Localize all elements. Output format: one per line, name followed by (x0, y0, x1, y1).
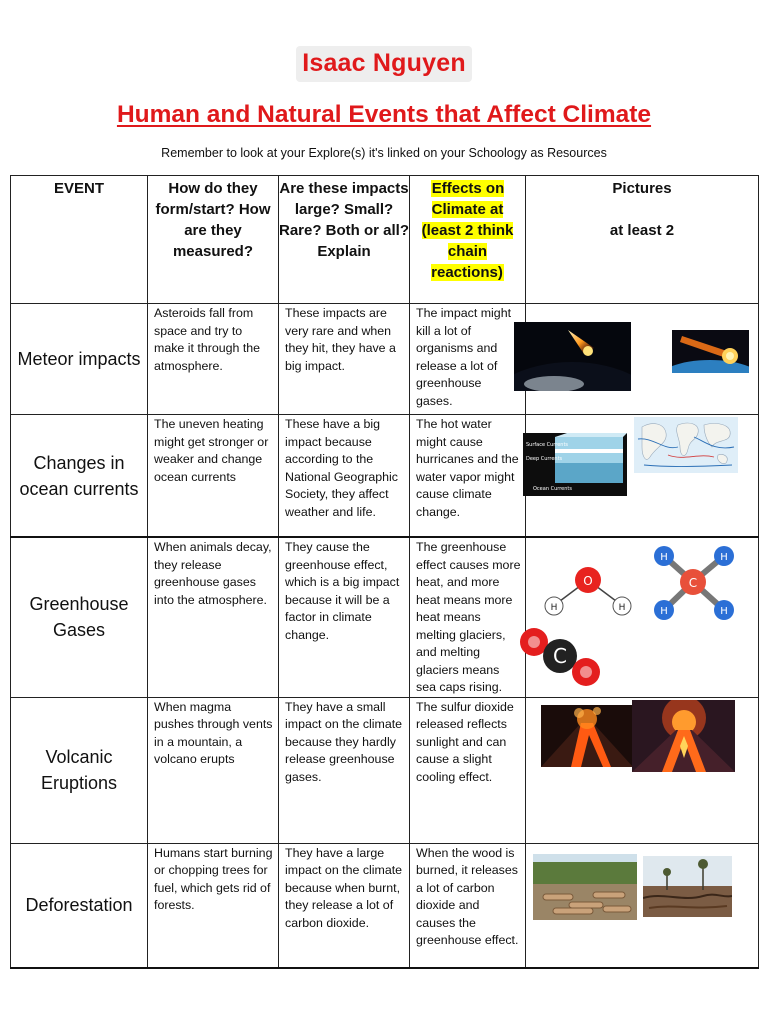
co2-molecule-image (516, 620, 608, 692)
formation-cell: Asteroids fall from space and try to make it through the atmosphere. (148, 304, 279, 415)
effects-cell: The hot water might cause hurricanes and the water vapor might cause climate change. (410, 415, 526, 538)
table-row (11, 304, 759, 415)
instructions-text: Remember to look at your Explore(s) it's linked on your Schoology as Resources (161, 146, 607, 160)
volcano-image-1 (541, 705, 633, 767)
meteor-fire-image (672, 330, 749, 373)
event-name: Greenhouse Gases (11, 537, 148, 697)
formation-cell: When animals decay, they release greenhouse gases into the atmosphere. (148, 537, 279, 697)
col-header-event: EVENT (11, 176, 148, 304)
effects-header-highlight: Effects on Climate at (least 2 think chain reactions) (421, 180, 514, 281)
effects-cell: The impact might kill a lot of organisms and release a lot of greenhouse gases. (410, 304, 526, 415)
pictures-cell (526, 697, 759, 843)
meteor-earth-image (514, 322, 631, 391)
diagram-label-ocean: Ocean Currents (533, 486, 572, 492)
climate-events-table (10, 175, 759, 969)
water-label-hydrogen-right: H (618, 603, 626, 613)
formation-cell: Humans start burning or chopping trees for fuel, which gets rid of forests. (148, 843, 279, 968)
pictures-header-line1: Pictures (612, 180, 672, 197)
water-label-oxygen: O (583, 574, 593, 588)
impact-size-cell: They cause the greenhouse effect, which is a big impact because it will be a factor in climate change. (279, 537, 410, 697)
methane-label-h4: H (720, 606, 728, 617)
event-name: Changes in ocean currents (11, 415, 148, 538)
event-name: Meteor impacts (11, 304, 148, 415)
impact-size-cell: These have a big impact because according to the National Geographic Society, they affect weather and life. (279, 415, 410, 538)
effects-cell: The greenhouse effect causes more heat, and more heat means more heat means melting glaciers, and melting glaciers means sea caps rising. (410, 537, 526, 697)
ocean-diagram-image (523, 433, 627, 496)
co2-label-carbon: C (553, 644, 567, 668)
methane-label-carbon: C (688, 576, 698, 590)
table-row (11, 537, 759, 697)
diagram-label-surface: Surface Currents (526, 442, 569, 448)
water-molecule-image (536, 560, 634, 620)
col-header-effects (410, 176, 526, 304)
methane-label-h1: H (660, 552, 668, 563)
impact-size-cell: They have a large impact on the climate because when burnt, they release a lot of carbon dioxide. (279, 843, 410, 968)
student-name: Isaac Nguyen (296, 46, 472, 82)
ocean-map-image (634, 417, 738, 473)
deforestation-image-1 (533, 854, 637, 920)
methane-molecule-image (650, 540, 737, 626)
pictures-cell (526, 415, 759, 538)
water-label-hydrogen-left: H (550, 603, 558, 613)
formation-cell: When magma pushes through vents in a mountain, a volcano erupts (148, 697, 279, 843)
col-header-pictures (526, 176, 759, 304)
impact-size-cell: These impacts are very rare and when they hit, they have a big impact. (279, 304, 410, 415)
event-name: Deforestation (11, 843, 148, 968)
methane-label-h2: H (720, 552, 728, 563)
col-header-formation: How do they form/start? How are they measured? (148, 176, 279, 304)
diagram-label-deep: Deep Currents (526, 456, 563, 462)
effects-cell: When the wood is burned, it releases a lot of carbon dioxide and causes the greenhouse effect. (410, 843, 526, 968)
formation-cell: The uneven heating might get stronger or weaker and change ocean currents (148, 415, 279, 538)
event-name: Volcanic Eruptions (11, 697, 148, 843)
pictures-cell (526, 304, 759, 415)
page-title: Human and Natural Events that Affect Climate (116, 101, 652, 128)
deforestation-image-2 (643, 856, 732, 917)
effects-cell: The sulfur dioxide released reflects sunlight and can cause a slight cooling effect. (410, 697, 526, 843)
pictures-header-line2: at least 2 (609, 222, 675, 239)
methane-label-h3: H (660, 606, 668, 617)
table-row (11, 843, 759, 968)
table-row (11, 697, 759, 843)
volcano-image-2 (632, 700, 735, 772)
impact-size-cell: They have a small impact on the climate because they hardly release greenhouse gases. (279, 697, 410, 843)
pictures-cell (526, 843, 759, 968)
pictures-cell (526, 537, 759, 697)
col-header-impact-size: Are these impacts large? Small? Rare? Both or all? Explain (279, 176, 410, 304)
table-row (11, 415, 759, 538)
name-banner (0, 46, 768, 82)
header-row (11, 176, 759, 304)
